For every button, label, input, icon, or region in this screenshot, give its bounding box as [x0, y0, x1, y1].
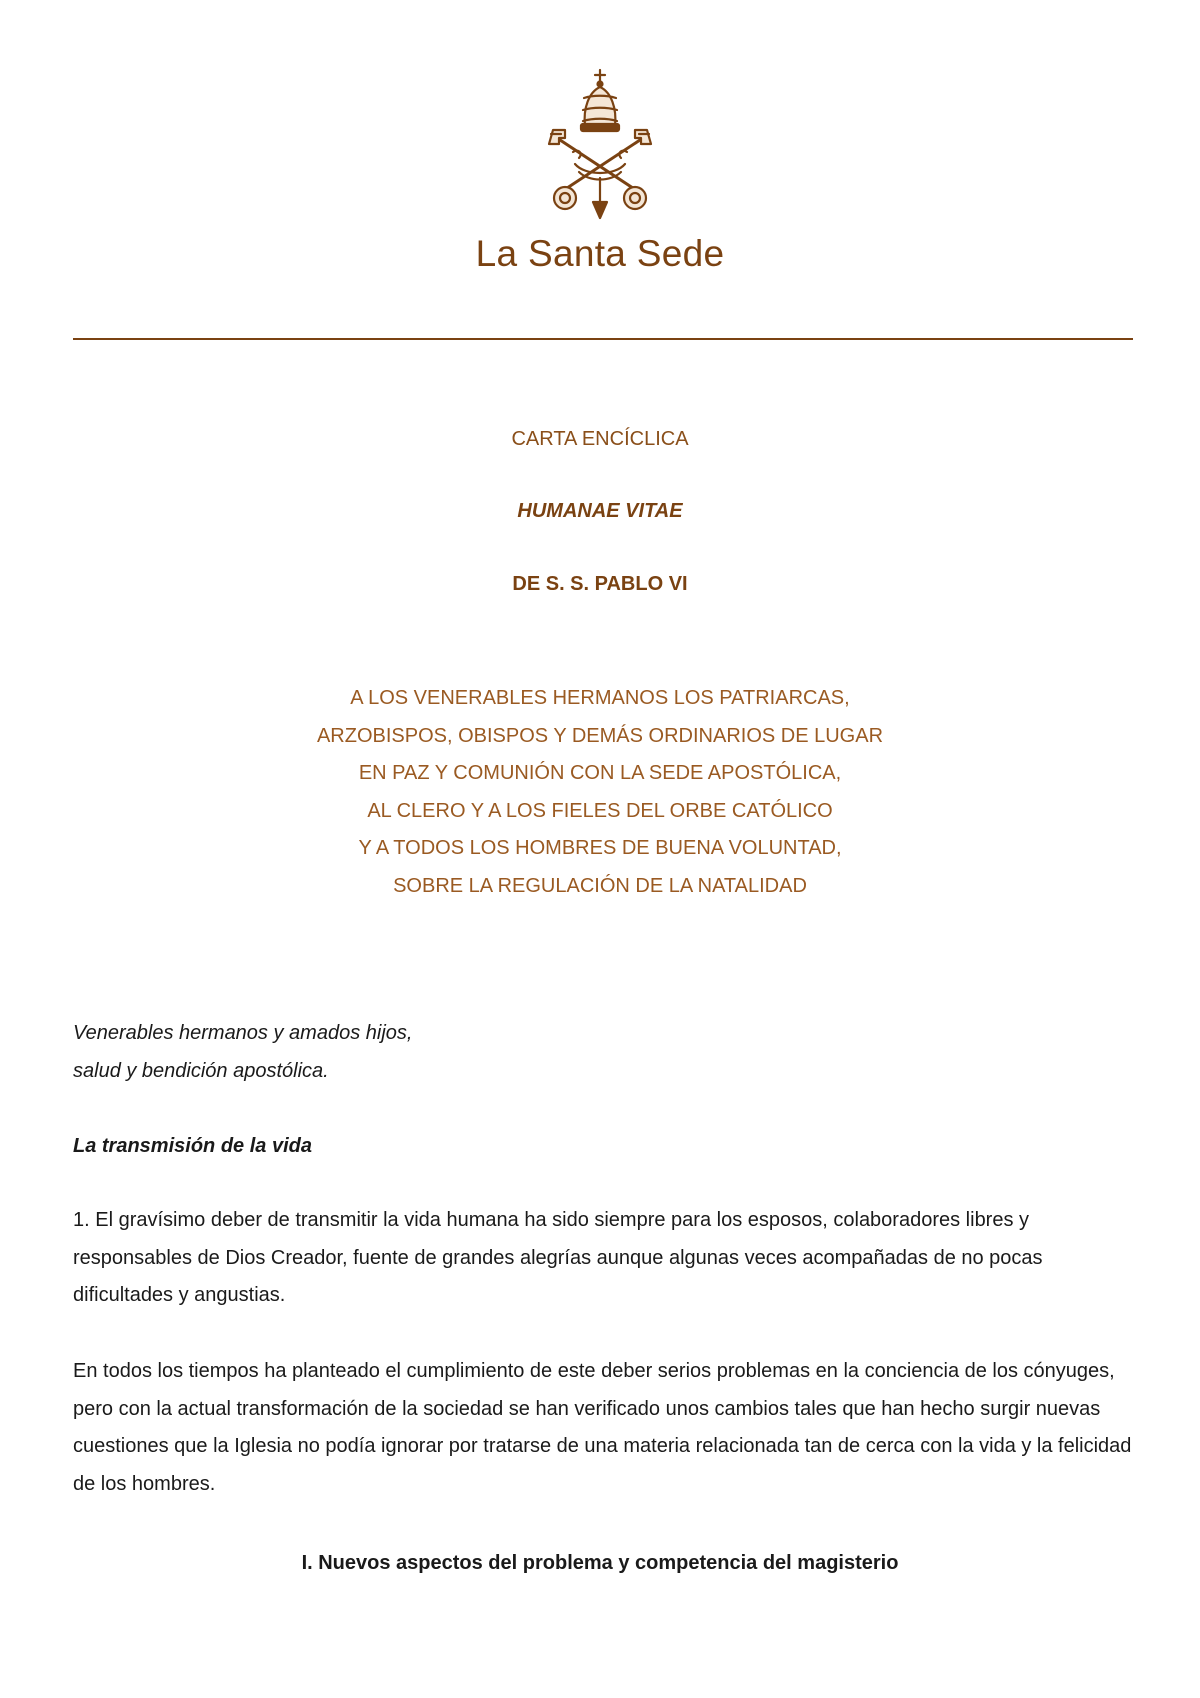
- greeting-line: Venerables hermanos y amados hijos,: [73, 1022, 413, 1044]
- addressee-line: AL CLERO Y A LOS FIELES DEL ORBE CATÓLICO: [367, 799, 833, 822]
- section-heading: La transmisión de la vida: [73, 1135, 312, 1157]
- addressee-line: SOBRE LA REGULACIÓN DE LA NATALIDAD: [393, 874, 807, 897]
- addressees-block: [0, 680, 1200, 905]
- site-title: La Santa Sede: [475, 233, 725, 274]
- greeting: [73, 1015, 1133, 1090]
- papal-keys-tiara-emblem-icon: [535, 68, 665, 223]
- addressee-line: A LOS VENERABLES HERMANOS LOS PATRIARCAS,: [350, 687, 850, 709]
- addressee-line: ARZOBISPOS, OBISPOS Y DEMÁS ORDINARIOS DE LUGAR: [316, 724, 884, 747]
- paragraph: 1. El gravísimo deber de transmitir la vida humana ha sido siempre para los esposos, colaboradores libres y responsables de Dios Creador, fuente de grandes alegrías aunque algunas veces acompañadas de no pocas dificultades y angustias.: [73, 1209, 1043, 1306]
- document-type: CARTA ENCÍCLICA: [511, 428, 689, 450]
- header-divider: [73, 338, 1133, 340]
- chapter-heading: I. Nuevos aspectos del problema y competencia del magisterio: [301, 1552, 899, 1574]
- document-title: HUMANAE VITAE: [517, 500, 683, 522]
- document-author: DE S. S. PABLO VI: [512, 573, 688, 595]
- paragraph: En todos los tiempos ha planteado el cumplimiento de este deber serios problemas en la conciencia de los cónyuges, pero con la actual transformación de la sociedad se han verificado unos cambios tales que han hecho surgir nuevas cuestiones que la Iglesia no podía ignorar por tratarse de una materia relacionada tan de cerca con la vida y la felicidad de los hombres.: [73, 1360, 1132, 1495]
- greeting-line: salud y bendición apostólica.: [73, 1059, 329, 1082]
- addressee-line: EN PAZ Y COMUNIÓN CON LA SEDE APOSTÓLICA,: [358, 762, 842, 784]
- addressee-line: Y A TODOS LOS HOMBRES DE BUENA VOLUNTAD,: [358, 837, 842, 859]
